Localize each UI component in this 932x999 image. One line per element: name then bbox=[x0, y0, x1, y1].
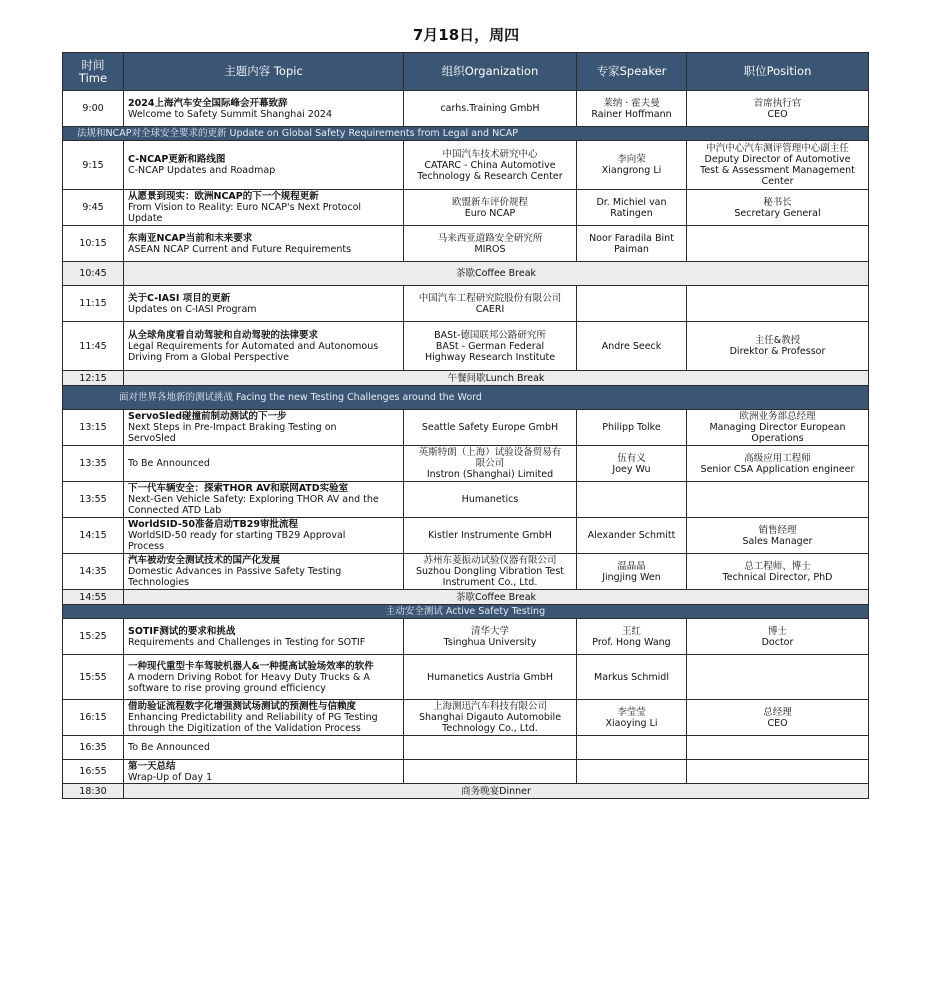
position-line: Technical Director, PhD bbox=[722, 571, 833, 583]
organization-cell bbox=[404, 736, 577, 760]
speaker-cell bbox=[577, 446, 687, 482]
position-cell bbox=[687, 226, 869, 262]
organization-line: 限公司 bbox=[475, 458, 505, 469]
position-line: CEO bbox=[767, 717, 788, 729]
time-cell: 9:45 bbox=[63, 190, 124, 226]
topic-title-zh: 从全球角度看自动驾驶和自动驾驶的法律要求 bbox=[128, 329, 319, 341]
position-cell bbox=[687, 700, 869, 736]
topic-cell bbox=[124, 141, 404, 190]
topic-title-zh: 一种现代重型卡车驾驶机器人&一种提高试验场效率的软件 bbox=[128, 660, 374, 672]
header-position: 职位Position bbox=[687, 53, 869, 91]
speaker-cell bbox=[577, 700, 687, 736]
session-row bbox=[63, 482, 869, 518]
position-cell bbox=[687, 655, 869, 700]
session-row bbox=[63, 554, 869, 590]
speaker-line: Joey Wu bbox=[612, 463, 651, 475]
topic-cell bbox=[124, 410, 404, 446]
topic-cell bbox=[124, 554, 404, 590]
break-label: 午餐间歇Lunch Break bbox=[124, 371, 869, 386]
time-cell: 10:15 bbox=[63, 226, 124, 262]
organization-line: BASt - German Federal bbox=[435, 340, 545, 352]
organization-line: Technology & Research Center bbox=[417, 170, 563, 182]
position-cell bbox=[687, 141, 869, 190]
topic-cell bbox=[124, 736, 404, 760]
time-cell: 9:15 bbox=[63, 141, 124, 190]
time-cell: 14:15 bbox=[63, 518, 124, 554]
topic-title-zh: ServoSled碰撞前制动测试的下一步 bbox=[128, 411, 287, 422]
organization-cell bbox=[404, 518, 577, 554]
topic-title-zh: 2024上海汽车安全国际峰会开幕致辞 bbox=[128, 97, 288, 109]
time-cell: 16:55 bbox=[63, 760, 124, 784]
session-row bbox=[63, 91, 869, 127]
speaker-cell bbox=[577, 554, 687, 590]
topic-title-en: Updates on C-IASI Program bbox=[128, 303, 257, 315]
speaker-line: Paiman bbox=[614, 243, 649, 255]
position-cell bbox=[687, 554, 869, 590]
topic-title-zh: 关于C-IASI 项目的更新 bbox=[128, 292, 231, 304]
topic-cell bbox=[124, 760, 404, 784]
session-row bbox=[63, 410, 869, 446]
topic-title-en: WorldSID-50 ready for starting TB29 Approval bbox=[128, 530, 346, 541]
organization-cell bbox=[404, 655, 577, 700]
position-cell bbox=[687, 736, 869, 760]
speaker-line: 莱纳 · 霍夫曼 bbox=[603, 97, 660, 109]
position-cell bbox=[687, 760, 869, 784]
organization-line: 中国汽车技术研究中心 bbox=[442, 148, 538, 160]
speaker-cell bbox=[577, 760, 687, 784]
topic-cell bbox=[124, 190, 404, 226]
time-cell: 16:15 bbox=[63, 700, 124, 736]
topic-title-en: Legal Requirements for Automated and Autonomous bbox=[128, 340, 379, 352]
speaker-line: Jingjing Wen bbox=[602, 571, 661, 583]
speaker-line: Prof. Hong Wang bbox=[592, 636, 671, 648]
position-line: Operations bbox=[751, 433, 804, 444]
header-organization: 组织Organization bbox=[404, 53, 577, 91]
organization-line: CAERI bbox=[475, 303, 505, 315]
position-cell bbox=[687, 410, 869, 446]
organization-line: Instron (Shanghai) Limited bbox=[426, 469, 554, 480]
section-header-row bbox=[63, 127, 869, 141]
topic-title-zh: SOTIF测试的要求和挑战 bbox=[128, 625, 236, 637]
topic-cell bbox=[124, 619, 404, 655]
session-row bbox=[63, 736, 869, 760]
session-row bbox=[63, 190, 869, 226]
topic-title-en: Domestic Advances in Passive Safety Testing bbox=[128, 566, 342, 577]
topic-title-zh: 第一天总结 bbox=[128, 760, 176, 772]
position-cell bbox=[687, 91, 869, 127]
break-label: 茶歇Coffee Break bbox=[124, 590, 869, 605]
speaker-line: 李莹莹 bbox=[617, 706, 646, 718]
topic-cell bbox=[124, 226, 404, 262]
position-cell bbox=[687, 619, 869, 655]
topic-title-en: through the Digitization of the Validation Process bbox=[128, 723, 361, 734]
organization-cell bbox=[404, 190, 577, 226]
speaker-line: Andre Seeck bbox=[601, 340, 662, 352]
organization-line: 欧盟新车评价规程 bbox=[451, 196, 528, 208]
speaker-cell bbox=[577, 482, 687, 518]
topic-title-en: Connected ATD Lab bbox=[128, 505, 222, 516]
session-row bbox=[63, 619, 869, 655]
time-cell: 11:45 bbox=[63, 322, 124, 371]
organization-line: Humanetics Austria GmbH bbox=[426, 671, 554, 683]
position-cell bbox=[687, 322, 869, 371]
topic-title-en: To Be Announced bbox=[128, 742, 210, 753]
topic-title-en: Next-Gen Vehicle Safety: Exploring THOR AV and the bbox=[128, 494, 379, 505]
organization-cell bbox=[404, 554, 577, 590]
position-cell bbox=[687, 446, 869, 482]
position-line: Doctor bbox=[761, 636, 794, 648]
topic-cell bbox=[124, 700, 404, 736]
session-row bbox=[63, 700, 869, 736]
position-cell bbox=[687, 286, 869, 322]
session-row bbox=[63, 518, 869, 554]
position-line: 总工程师、博士 bbox=[744, 560, 811, 572]
speaker-line: Xiangrong Li bbox=[601, 165, 662, 176]
page-title: 7月18日，周四 bbox=[412, 26, 520, 44]
section-title: 面对世界各地新的测试挑战 Facing the new Testing Challenges around the Word bbox=[63, 386, 869, 410]
time-cell: 13:55 bbox=[63, 482, 124, 518]
organization-cell bbox=[404, 410, 577, 446]
position-line: 中汽中心汽车测评管理中心副主任 bbox=[706, 143, 849, 154]
topic-title-en: ServoSled bbox=[128, 433, 176, 444]
speaker-cell bbox=[577, 286, 687, 322]
speaker-cell bbox=[577, 190, 687, 226]
speaker-line: 伍有义 bbox=[617, 452, 646, 464]
break-label: 茶歇Coffee Break bbox=[124, 262, 869, 286]
organization-line: 中国汽车工程研究院股份有限公司 bbox=[418, 292, 562, 304]
header-speaker: 专家Speaker bbox=[577, 53, 687, 91]
header-topic: 主题内容 Topic bbox=[124, 53, 404, 91]
time-cell: 11:15 bbox=[63, 286, 124, 322]
topic-title-en: Next Steps in Pre-Impact Braking Testing on bbox=[128, 422, 337, 433]
position-cell bbox=[687, 190, 869, 226]
position-line: Senior CSA Application engineer bbox=[700, 463, 855, 475]
time-cell: 15:25 bbox=[63, 619, 124, 655]
position-line: 博士 bbox=[767, 625, 787, 637]
topic-cell bbox=[124, 322, 404, 371]
topic-title-en: Wrap-Up of Day 1 bbox=[128, 771, 213, 783]
organization-line: Tsinghua University bbox=[443, 636, 537, 648]
topic-cell bbox=[124, 482, 404, 518]
speaker-line: Philipp Tolke bbox=[602, 422, 661, 433]
speaker-cell bbox=[577, 518, 687, 554]
organization-cell bbox=[404, 91, 577, 127]
organization-cell bbox=[404, 226, 577, 262]
section-title: 法规和NCAP对全球安全要求的更新 Update on Global Safety Requirements from Legal and NCAP bbox=[63, 127, 869, 141]
organization-cell bbox=[404, 760, 577, 784]
speaker-line: 温晶晶 bbox=[617, 560, 646, 572]
session-row bbox=[63, 446, 869, 482]
organization-line: 英斯特朗（上海）试验设备贸易有 bbox=[418, 447, 562, 458]
topic-title-en: Enhancing Predictability and Reliability of PG Testing bbox=[128, 712, 378, 723]
session-row bbox=[63, 322, 869, 371]
speaker-line: 李向荣 bbox=[617, 154, 646, 165]
speaker-line: Rainer Hoffmann bbox=[591, 108, 672, 120]
organization-cell bbox=[404, 322, 577, 371]
topic-title-en: From Vision to Reality: Euro NCAP's Next Protocol bbox=[128, 202, 362, 213]
speaker-cell bbox=[577, 226, 687, 262]
organization-line: Seattle Safety Europe GmbH bbox=[421, 422, 559, 433]
time-cell: 12:15 bbox=[63, 371, 124, 386]
topic-cell bbox=[124, 655, 404, 700]
position-line: 秘书长 bbox=[763, 196, 792, 208]
topic-cell bbox=[124, 446, 404, 482]
topic-cell bbox=[124, 286, 404, 322]
topic-title-en: Requirements and Challenges in Testing for SOTIF bbox=[128, 636, 366, 648]
organization-line: Humanetics bbox=[461, 494, 519, 505]
speaker-line: Noor Faradila Bint bbox=[589, 232, 674, 244]
time-cell: 13:35 bbox=[63, 446, 124, 482]
organization-line: Suzhou Dongling Vibration Test bbox=[415, 566, 565, 577]
speaker-line: Markus Schmidl bbox=[594, 671, 669, 683]
position-line: Secretary General bbox=[734, 207, 821, 219]
topic-title-en: C-NCAP Updates and Roadmap bbox=[128, 165, 276, 176]
organization-line: 马来西亚道路安全研究所 bbox=[437, 232, 543, 244]
position-line: Test & Assessment Management bbox=[700, 165, 855, 176]
position-line: Sales Manager bbox=[742, 535, 813, 547]
topic-title-zh: 借助验证流程数字化增强测试场测试的预测性与信赖度 bbox=[128, 701, 357, 712]
section-header-row bbox=[63, 386, 869, 410]
topic-title-en: Process bbox=[128, 541, 165, 552]
agenda-body bbox=[63, 91, 869, 799]
topic-title-en: Welcome to Safety Summit Shanghai 2024 bbox=[128, 108, 332, 120]
organization-line: CATARC - China Automotive bbox=[424, 159, 556, 171]
speaker-line: Alexander Schmitt bbox=[587, 530, 676, 541]
position-line: 销售经理 bbox=[758, 524, 797, 536]
header-time: 时间 Time bbox=[63, 53, 124, 91]
speaker-line: Xiaoying Li bbox=[605, 717, 658, 729]
organization-line: Technology Co., Ltd. bbox=[442, 723, 538, 734]
speaker-line: Ratingen bbox=[610, 207, 653, 219]
header-row bbox=[63, 53, 869, 91]
organization-line: 清华大学 bbox=[470, 625, 509, 637]
speaker-cell bbox=[577, 619, 687, 655]
time-cell: 16:35 bbox=[63, 736, 124, 760]
topic-cell bbox=[124, 518, 404, 554]
session-row bbox=[63, 226, 869, 262]
session-row bbox=[63, 760, 869, 784]
topic-title-en: A modern Driving Robot for Heavy Duty Trucks & A bbox=[128, 671, 370, 683]
speaker-line: 王红 bbox=[621, 625, 641, 637]
position-line: CEO bbox=[767, 108, 788, 120]
topic-title-en: software to rise proving ground efficiency bbox=[128, 682, 326, 694]
time-cell: 14:55 bbox=[63, 590, 124, 605]
time-cell: 13:15 bbox=[63, 410, 124, 446]
section-header-row bbox=[63, 605, 869, 619]
topic-title-en: Driving From a Global Perspective bbox=[128, 351, 289, 363]
topic-title-en: Update bbox=[128, 213, 163, 224]
speaker-line: Dr. Michiel van bbox=[596, 196, 667, 208]
organization-line: BASt-德国联邦公路研究所 bbox=[434, 329, 546, 341]
position-line: 主任&教授 bbox=[754, 335, 801, 346]
position-line: Center bbox=[761, 176, 794, 187]
position-line: 首席执行官 bbox=[753, 97, 802, 109]
speaker-cell bbox=[577, 91, 687, 127]
break-row bbox=[63, 262, 869, 286]
topic-title-en: ASEAN NCAP Current and Future Requirements bbox=[128, 243, 352, 255]
organization-cell bbox=[404, 286, 577, 322]
topic-title-en: Technologies bbox=[128, 577, 190, 588]
position-line: 欧洲业务部总经理 bbox=[739, 411, 816, 422]
topic-title-zh: 从愿景到现实：欧洲NCAP的下一个规程更新 bbox=[128, 191, 319, 202]
position-line: Deputy Director of Automotive bbox=[704, 154, 851, 165]
topic-title-en: To Be Announced bbox=[128, 458, 210, 469]
time-cell: 18:30 bbox=[63, 784, 124, 799]
speaker-cell bbox=[577, 322, 687, 371]
topic-title-zh: 东南亚NCAP当前和未来要求 bbox=[128, 232, 253, 244]
organization-line: Kistler Instrumente GmbH bbox=[428, 530, 552, 541]
organization-line: carhs.Training GmbH bbox=[440, 103, 540, 114]
session-row bbox=[63, 286, 869, 322]
organization-line: 上海测迅汽车科技有限公司 bbox=[432, 701, 547, 712]
topic-title-zh: C-NCAP更新和路线图 bbox=[128, 154, 226, 165]
organization-line: MIROS bbox=[474, 243, 506, 255]
organization-cell bbox=[404, 700, 577, 736]
break-row bbox=[63, 784, 869, 799]
organization-cell bbox=[404, 619, 577, 655]
session-row bbox=[63, 141, 869, 190]
position-line: Managing Director European bbox=[709, 422, 846, 433]
organization-line: Shanghai Digauto Automobile bbox=[418, 712, 562, 723]
position-line: 高级应用工程师 bbox=[744, 452, 811, 464]
organization-line: 苏州东菱振动试验仪器有限公司 bbox=[423, 555, 557, 566]
topic-cell bbox=[124, 91, 404, 127]
break-row bbox=[63, 371, 869, 386]
topic-title-zh: WorldSID-50准备启动TB29审批流程 bbox=[128, 519, 298, 530]
agenda-table bbox=[62, 52, 869, 799]
topic-title-zh: 汽车被动安全测试技术的国产化发展 bbox=[128, 555, 281, 566]
break-label: 商务晚宴Dinner bbox=[124, 784, 869, 799]
organization-cell bbox=[404, 482, 577, 518]
position-cell bbox=[687, 482, 869, 518]
position-cell bbox=[687, 518, 869, 554]
speaker-cell bbox=[577, 410, 687, 446]
position-line: Direktor & Professor bbox=[729, 346, 826, 357]
topic-title-zh: 下一代车辆安全：探索THOR AV和联网ATD实验室 bbox=[128, 483, 349, 494]
organization-line: Instrument Co., Ltd. bbox=[442, 577, 538, 588]
session-row bbox=[63, 655, 869, 700]
time-cell: 9:00 bbox=[63, 91, 124, 127]
organization-cell bbox=[404, 141, 577, 190]
organization-line: Euro NCAP bbox=[464, 207, 516, 219]
speaker-cell bbox=[577, 655, 687, 700]
position-line: 总经理 bbox=[763, 706, 792, 718]
speaker-cell bbox=[577, 736, 687, 760]
organization-cell bbox=[404, 446, 577, 482]
speaker-cell bbox=[577, 141, 687, 190]
section-title: 主动安全测试 Active Safety Testing bbox=[63, 605, 869, 619]
organization-line: Highway Research Institute bbox=[424, 351, 556, 363]
time-cell: 10:45 bbox=[63, 262, 124, 286]
time-cell: 14:35 bbox=[63, 554, 124, 590]
break-row bbox=[63, 590, 869, 605]
time-cell: 15:55 bbox=[63, 655, 124, 700]
